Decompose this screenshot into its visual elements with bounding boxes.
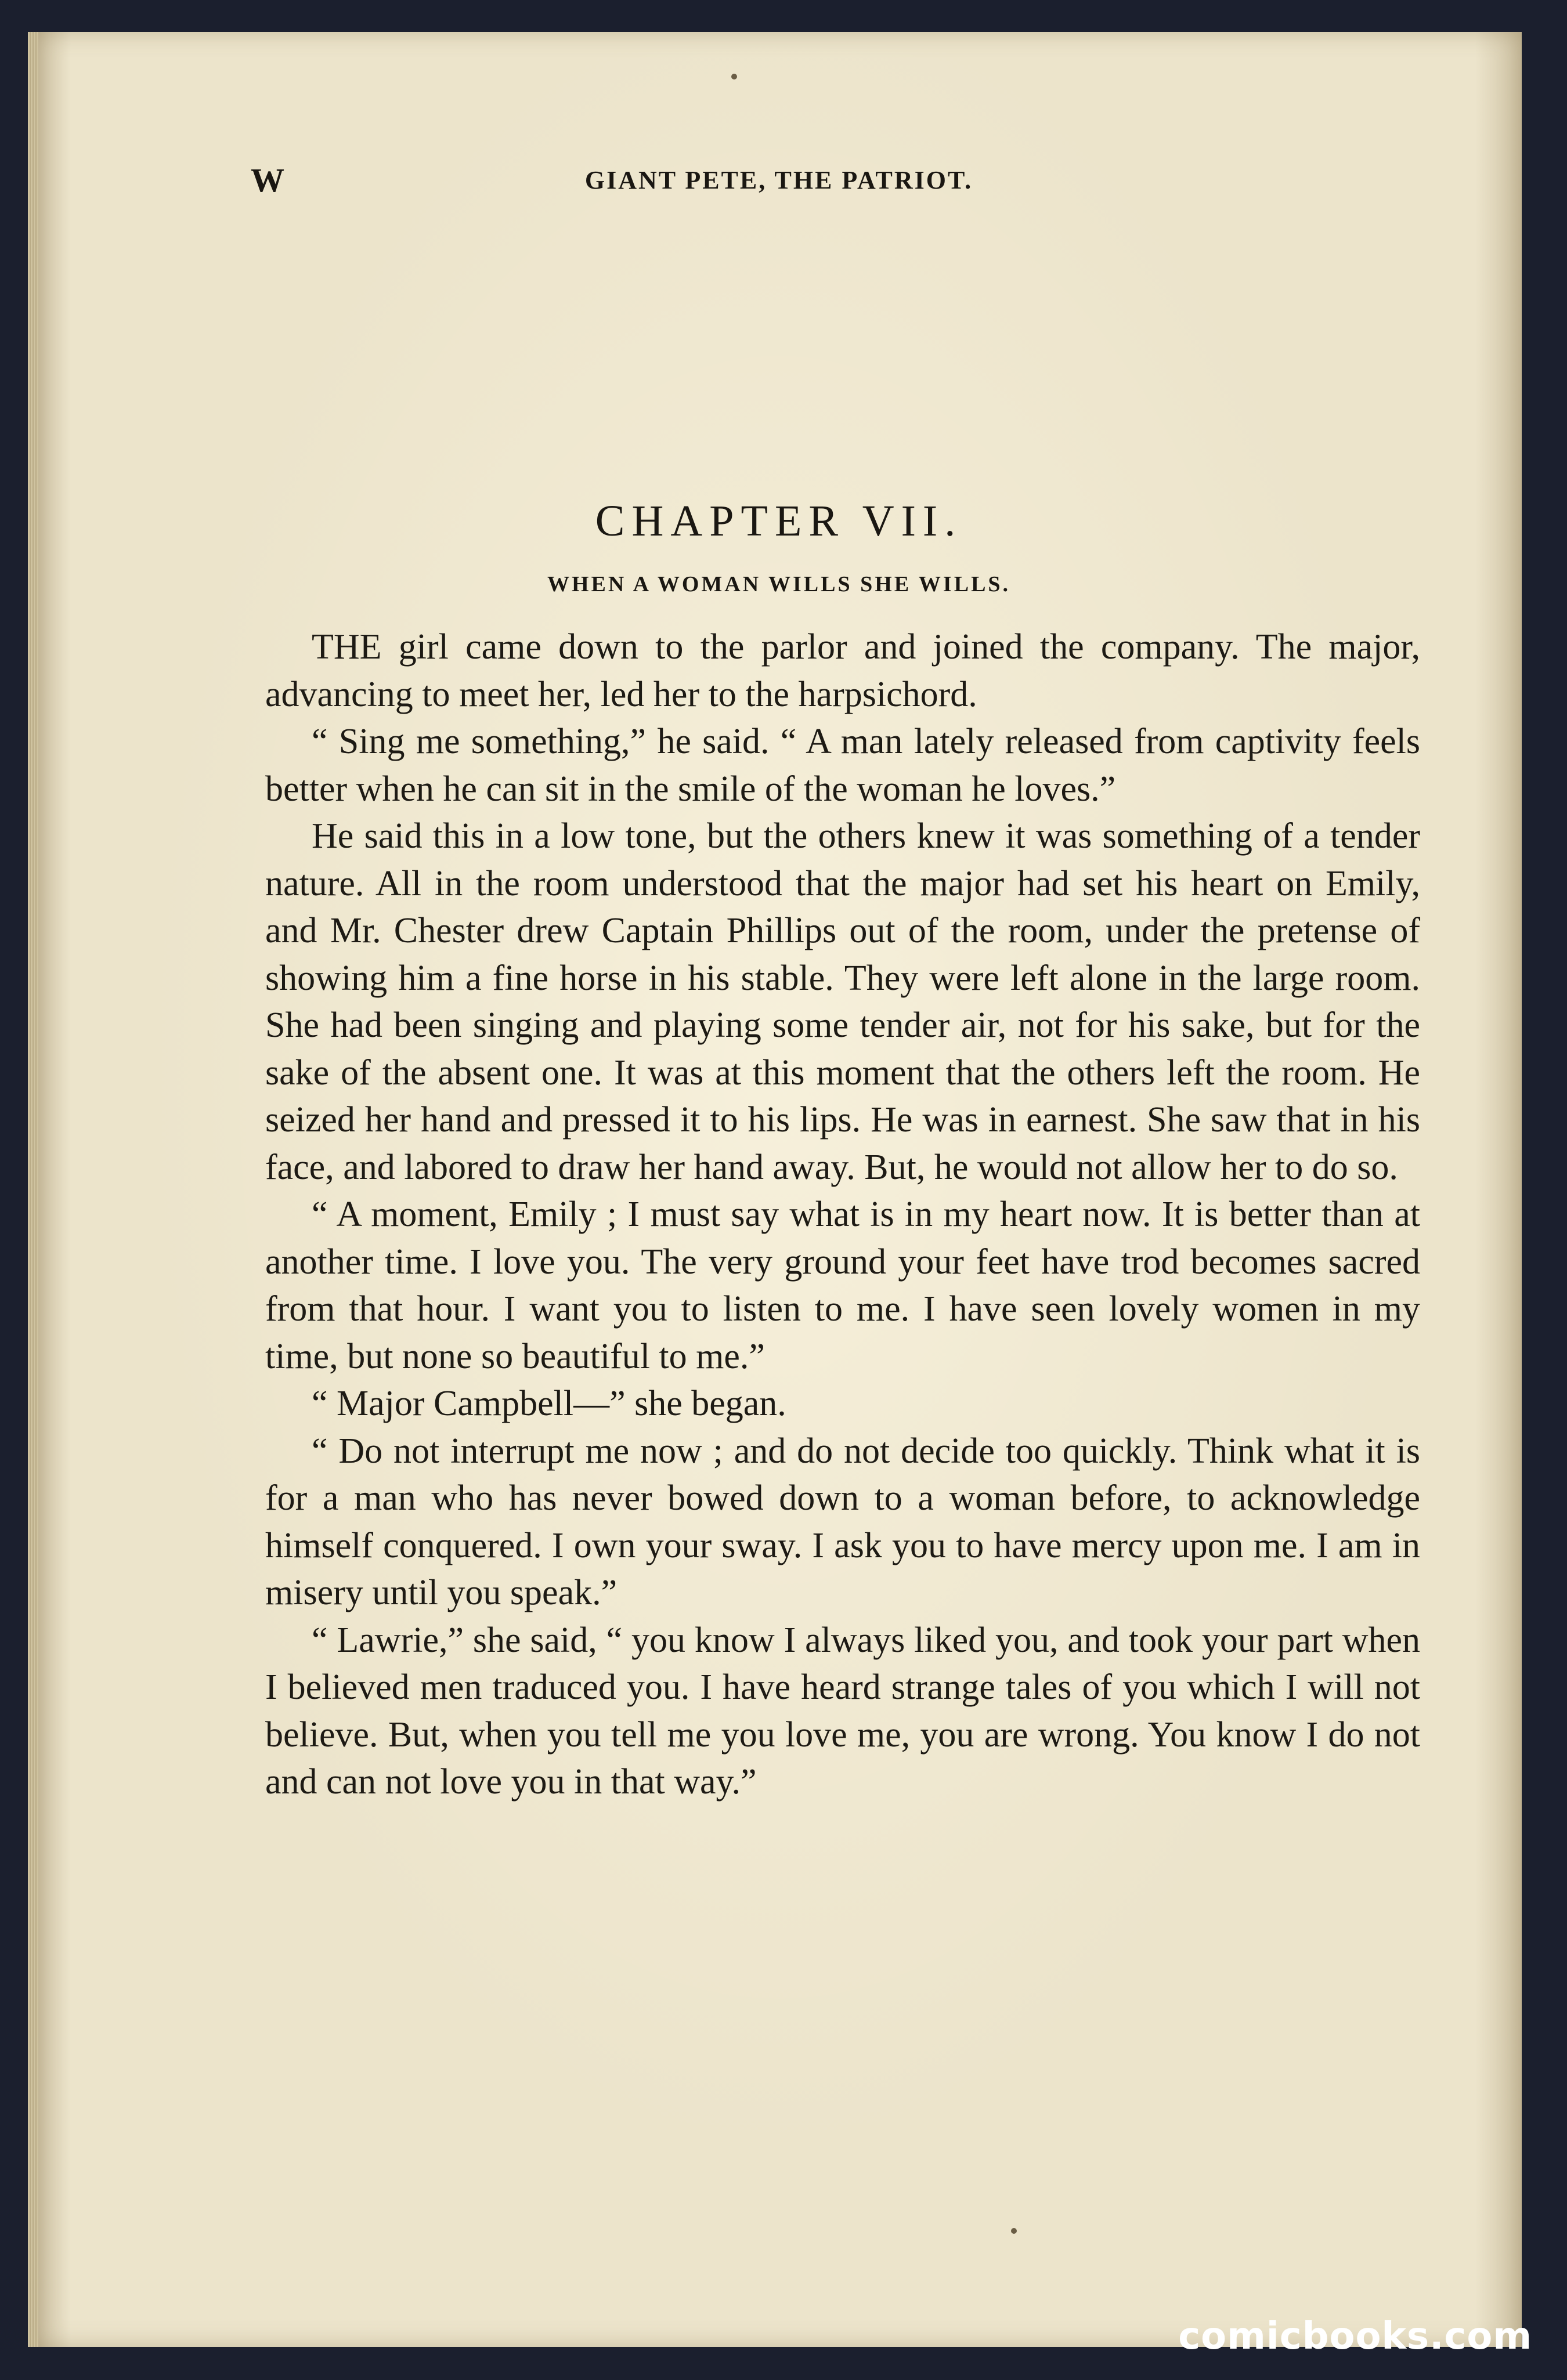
running-head: GIANT PETE, THE PATRIOT.: [584, 166, 973, 194]
chapter-title: CHAPTER VII.: [595, 497, 963, 545]
ink-speck: [731, 74, 737, 79]
page-number: W: [251, 161, 284, 199]
paragraph: He said this in a low tone, but the others knew it was something of a tender nature. All in the room understood that the major had set his heart on Emily, and Mr. Chester drew Captain Phillips out of the room, under the pretense of showing him a fine horse in his stable. They were left alone in the large room. She had been singing and playing some tender air, not for his sake, but for the sake of the absent one. It was at this moment that the others left the room. He seized her hand and pressed it to his lips. He was in earnest. She saw that in his face, and labored to draw her hand away. But, he would not allow her to do so.: [265, 816, 1420, 1187]
chapter-subtitle: WHEN A WOMAN WILLS SHE WILLS.: [547, 572, 1011, 596]
ink-speck: [1011, 2228, 1017, 2234]
watermark: comicbooks.com: [1178, 2315, 1532, 2358]
paragraph: “ Do not interrupt me now ; and do not decide too quickly. Think what it is for a man who has never bowed down to a woman before, to acknowledge himself conquered. I own your sway. I ask you to have mercy upon me. I am in misery until you speak.”: [265, 1431, 1420, 1612]
book-page: [36, 32, 1522, 2347]
paragraph: “ Sing me something,” he said. “ A man lately released from captivity feels better when he can sit in the smile of the woman he loves.”: [265, 722, 1420, 809]
page-edge: [28, 32, 38, 2347]
paragraph: “ Major Campbell—” she began.: [312, 1384, 786, 1423]
paragraph: “ A moment, Emily ; I must say what is in my heart now. It is better than at another time. I love you. The very ground your feet have trod becomes sacred from that hour. I want you to listen to me. I have seen lovely women in my time, but none so beautiful to me.”: [265, 1195, 1420, 1376]
paragraph: THE girl came down to the parlor and joined the company. The major, advancing to meet her, led her to the harpsichord.: [265, 627, 1420, 714]
body-text: [265, 624, 1420, 1806]
paragraph: “ Lawrie,” she said, “ you know I always liked you, and took your part when I believed men traduced you. I have heard strange tales of you which I will not believe. But, when you tell me you love me, you are wrong. You know I do not and can not love you in that way.”: [265, 1620, 1420, 1802]
